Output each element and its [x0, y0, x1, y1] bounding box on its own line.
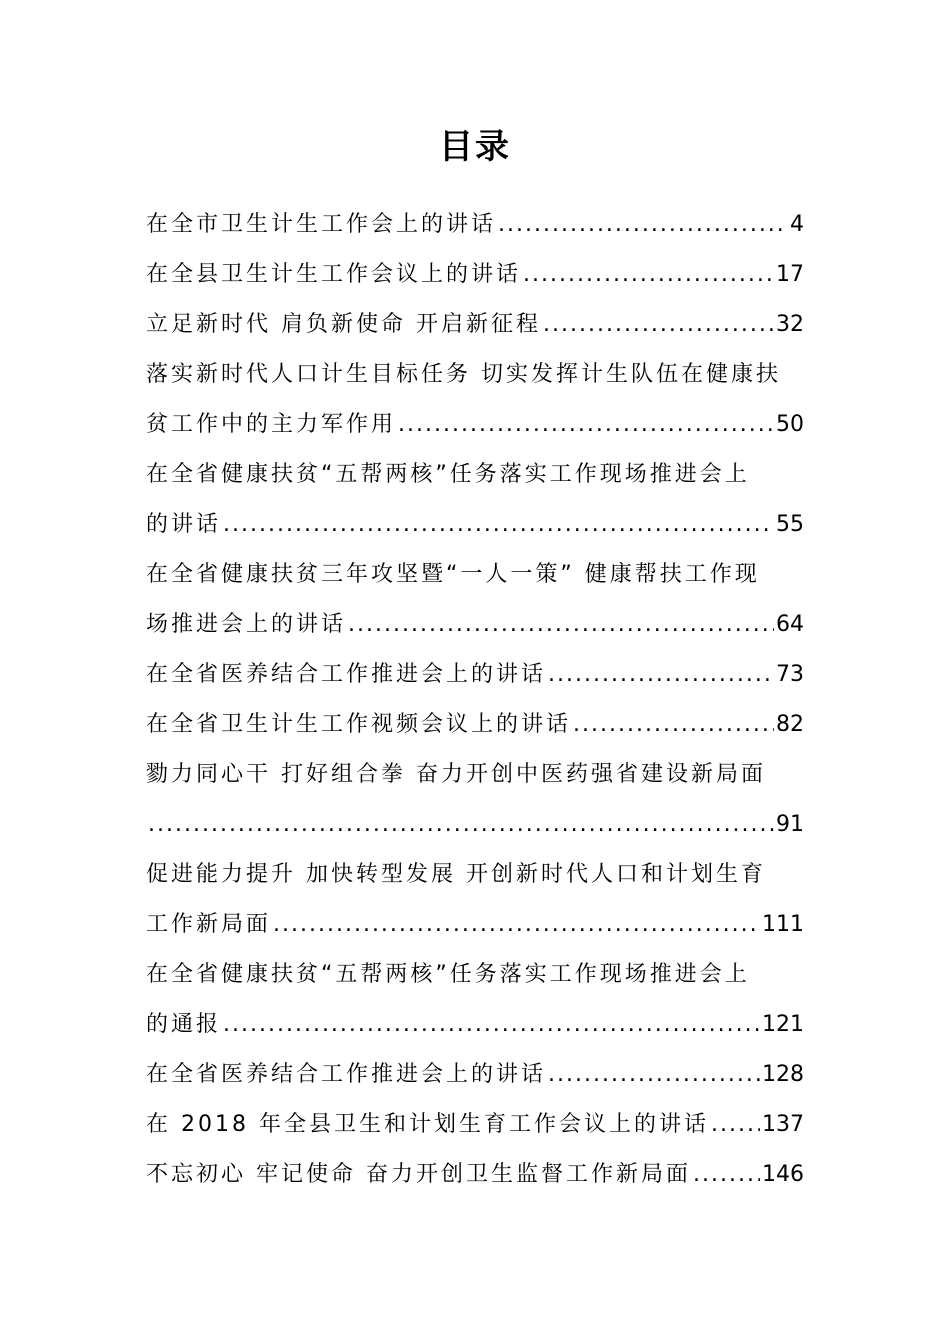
toc-entry-page-number: 50: [776, 412, 804, 437]
toc-entry-title: 在全县卫生计生工作会议上的讲话: [146, 262, 522, 287]
page-title: 目录: [439, 127, 511, 167]
toc-entry[interactable]: [146, 1100, 804, 1150]
toc-entry[interactable]: [146, 350, 804, 450]
dot-leader: [523, 250, 774, 300]
table-of-contents: [146, 200, 804, 1200]
toc-entry[interactable]: [146, 850, 804, 950]
toc-entry-final-line: [146, 700, 804, 750]
toc-entry-title-line: 勠力同心干 打好组合拳 奋力开创中医药强省建设新局面: [146, 762, 766, 787]
toc-entry-final-line: [146, 1050, 804, 1100]
toc-entry-title: 立足新时代 肩负新使命 开启新征程: [146, 312, 541, 337]
toc-entry[interactable]: [146, 700, 804, 750]
toc-entry-title-line: 落实新时代人口计生目标任务 切实发挥计生队伍在健康扶: [146, 362, 781, 387]
dot-leader: [148, 800, 774, 850]
toc-entry-title: 贫工作中的主力军作用: [146, 412, 397, 437]
toc-entry-final-line: [146, 1100, 804, 1150]
toc-entry-title: 在全市卫生计生工作会上的讲话: [146, 212, 497, 237]
toc-entry[interactable]: [146, 650, 804, 700]
dot-leader: [693, 1150, 760, 1200]
dot-leader: [573, 700, 774, 750]
toc-entry-final-line: [146, 250, 804, 300]
toc-entry[interactable]: [146, 950, 804, 1050]
dot-leader: [711, 1100, 760, 1150]
toc-entry-title: 在全省卫生计生工作视频会议上的讲话: [146, 712, 572, 737]
toc-entry-title: 场推进会上的讲话: [146, 612, 347, 637]
toc-entry-title: 不忘初心 牢记使命 奋力开创卫生监督工作新局面: [146, 1162, 691, 1187]
toc-entry-final-line: [146, 500, 804, 550]
toc-entry-page-number: 4: [790, 212, 804, 237]
toc-entry-page-number: 146: [762, 1162, 804, 1187]
dot-leader: [273, 900, 760, 950]
toc-entry-title: 的通报: [146, 1012, 222, 1037]
toc-entry-title: 在全省医养结合工作推进会上的讲话: [146, 662, 547, 687]
toc-entry-final-line: [146, 400, 804, 450]
dot-leader: [548, 650, 774, 700]
toc-entry-page-number: 91: [776, 812, 804, 837]
toc-entry-page-number: 82: [776, 712, 804, 737]
toc-entry[interactable]: [146, 250, 804, 300]
toc-entry-final-line: [146, 1000, 804, 1050]
toc-entry[interactable]: [146, 750, 804, 850]
dot-leader: [543, 300, 774, 350]
toc-entry[interactable]: [146, 1150, 804, 1200]
toc-entry-final-line: [146, 200, 804, 250]
dot-leader: [348, 600, 774, 650]
toc-entry-page-number: 17: [776, 262, 804, 287]
toc-entry-title-line: 在全省健康扶贫“五帮两核”任务落实工作现场推进会上: [146, 462, 750, 487]
toc-entry-final-line: [146, 600, 804, 650]
toc-entry-final-line: [146, 1150, 804, 1200]
dot-leader: [548, 1050, 760, 1100]
toc-entry-title: 的讲话: [146, 512, 222, 537]
toc-entry-title: 在全省医养结合工作推进会上的讲话: [146, 1062, 547, 1087]
toc-entry-page-number: 128: [762, 1062, 804, 1087]
toc-entry-page-number: 73: [776, 662, 804, 687]
dot-leader: [398, 400, 774, 450]
toc-entry-final-line: [146, 650, 804, 700]
toc-entry-final-line: [146, 800, 804, 850]
dot-leader: [498, 200, 788, 250]
toc-entry-title: 工作新局面: [146, 912, 272, 937]
toc-entry[interactable]: [146, 550, 804, 650]
toc-entry-final-line: [146, 900, 804, 950]
toc-entry[interactable]: [146, 300, 804, 350]
toc-entry-page-number: 137: [762, 1112, 804, 1137]
toc-entry-page-number: 55: [776, 512, 804, 537]
toc-entry-page-number: 64: [776, 612, 804, 637]
toc-entry-page-number: 32: [776, 312, 804, 337]
toc-entry[interactable]: [146, 1050, 804, 1100]
toc-entry-title-line: 在全省健康扶贫“五帮两核”任务落实工作现场推进会上: [146, 962, 750, 987]
toc-entry[interactable]: [146, 450, 804, 550]
toc-entry-title-line: 促进能力提升 加快转型发展 开创新时代人口和计划生育: [146, 862, 766, 887]
toc-entry-title-line: 在全省健康扶贫三年攻坚暨“一人一策” 健康帮扶工作现: [146, 562, 760, 587]
dot-leader: [223, 1000, 760, 1050]
toc-entry-final-line: [146, 300, 804, 350]
toc-entry-page-number: 111: [762, 912, 804, 937]
toc-entry-page-number: 121: [762, 1012, 804, 1037]
toc-entry-title: 在 2018 年全县卫生和计划生育工作会议上的讲话: [146, 1112, 709, 1137]
toc-entry[interactable]: [146, 200, 804, 250]
dot-leader: [223, 500, 774, 550]
